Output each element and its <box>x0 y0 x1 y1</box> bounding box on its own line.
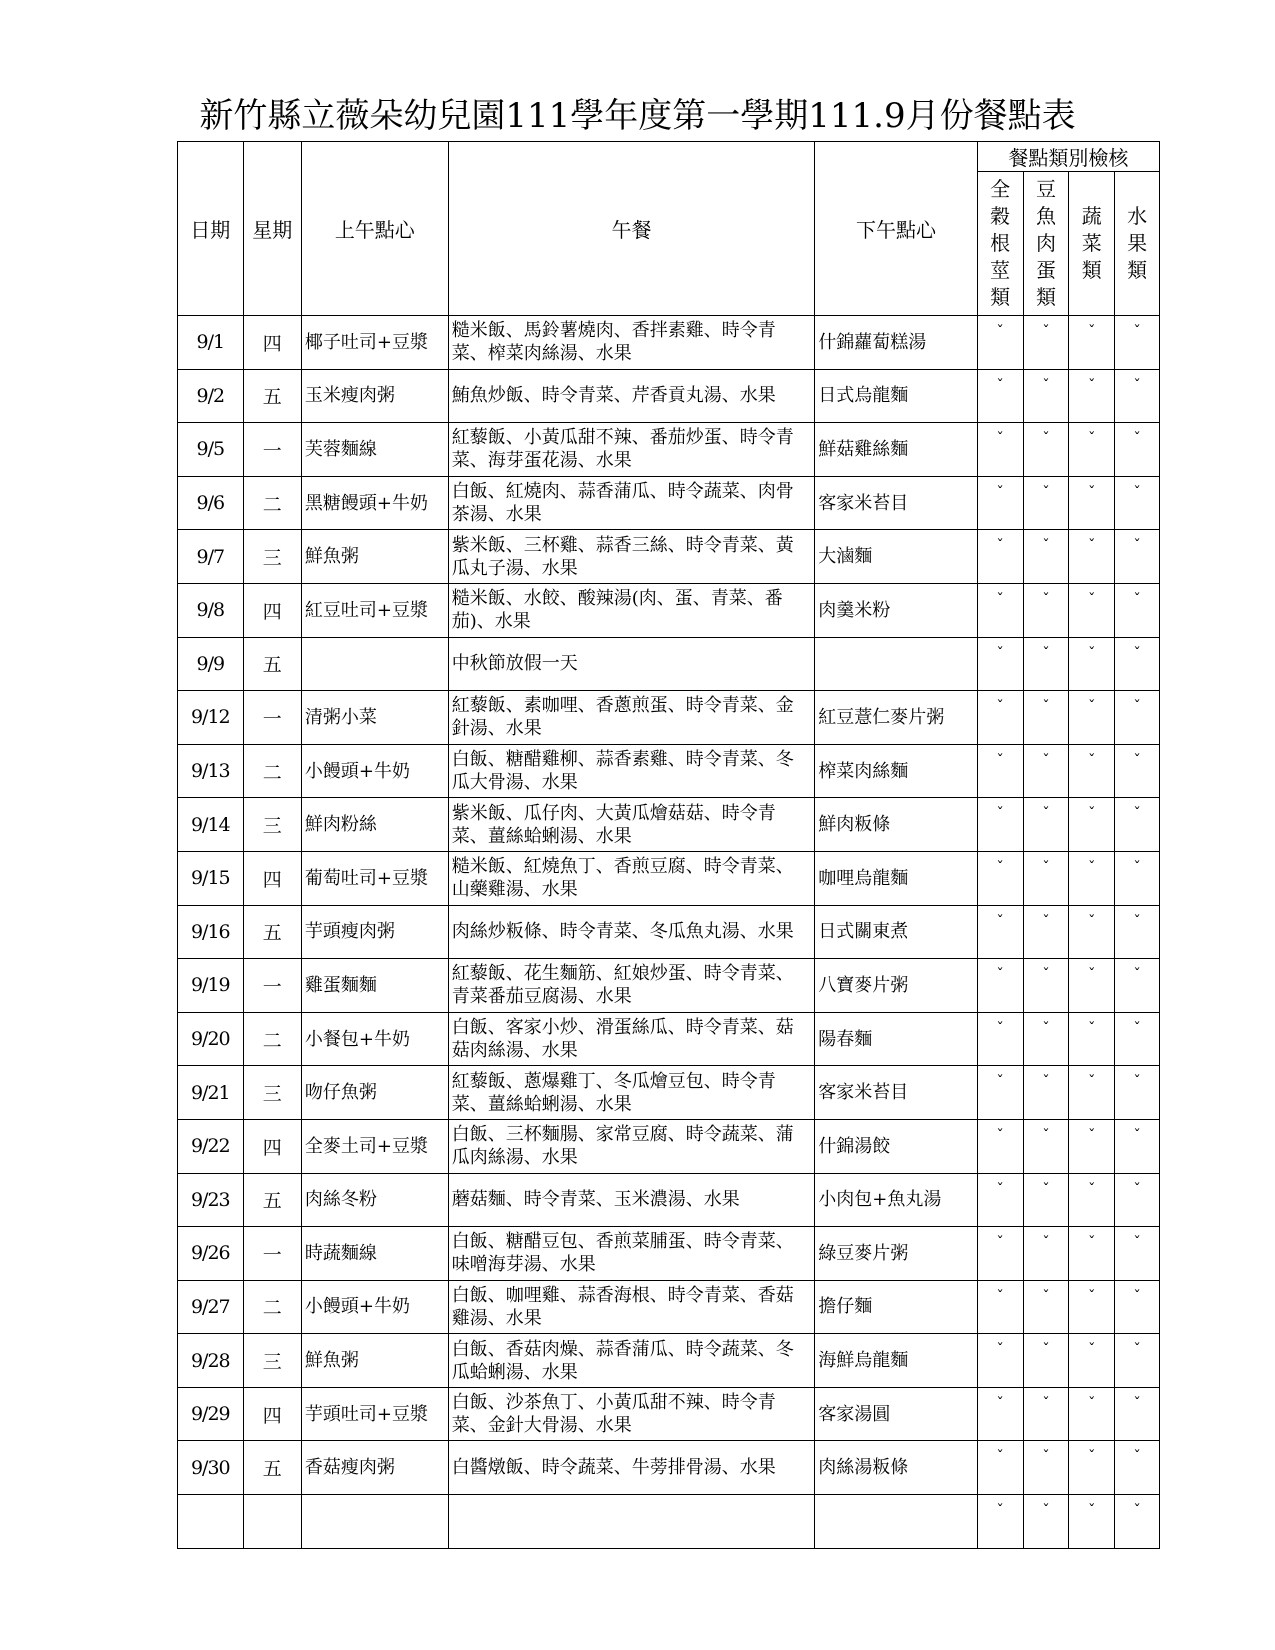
afternoon-snack-cell: 日式關東煮 <box>815 905 977 959</box>
afternoon-snack-cell: 日式烏龍麵 <box>815 369 977 423</box>
header-afternoon-snack: 下午點心 <box>815 142 977 316</box>
check-mark-vegetables: ˇ <box>1069 1012 1115 1066</box>
check-mark-fruit: ˇ <box>1115 316 1160 370</box>
weekday-cell: 四 <box>243 583 301 637</box>
table-row <box>178 1012 1160 1066</box>
lunch-cell: 糙米飯、水餃、酸辣湯(肉、蛋、青菜、番茄)、水果 <box>448 583 815 637</box>
lunch-cell: 白飯、沙茶魚丁、小黃瓜甜不辣、時令青菜、金針大骨湯、水果 <box>448 1387 815 1441</box>
lunch-cell <box>448 1495 815 1549</box>
check-mark-grains: ˇ <box>977 1066 1023 1120</box>
check-mark-fruit: ˇ <box>1115 744 1160 798</box>
meal-table-body <box>178 316 1160 1549</box>
check-mark-vegetables: ˇ <box>1069 316 1115 370</box>
check-mark-grains: ˇ <box>977 1280 1023 1334</box>
check-mark-vegetables: ˇ <box>1069 744 1115 798</box>
check-mark-vegetables: ˇ <box>1069 1280 1115 1334</box>
table-row <box>178 1066 1160 1120</box>
date-cell: 9/5 <box>178 423 244 477</box>
afternoon-snack-cell: 大滷麵 <box>815 530 977 584</box>
check-mark-grains: ˇ <box>977 530 1023 584</box>
date-cell: 9/15 <box>178 851 244 905</box>
afternoon-snack-cell: 鮮肉粄條 <box>815 798 977 852</box>
check-mark-protein: ˇ <box>1023 1441 1069 1495</box>
check-mark-protein: ˇ <box>1023 1066 1069 1120</box>
lunch-cell: 糙米飯、紅燒魚丁、香煎豆腐、時令青菜、山藥雞湯、水果 <box>448 851 815 905</box>
morning-snack-cell: 紅豆吐司+豆漿 <box>301 583 448 637</box>
afternoon-snack-cell: 客家米苔目 <box>815 1066 977 1120</box>
morning-snack-cell: 吻仔魚粥 <box>301 1066 448 1120</box>
header-lunch: 午餐 <box>448 142 815 316</box>
check-mark-protein: ˇ <box>1023 959 1069 1013</box>
afternoon-snack-cell: 擔仔麵 <box>815 1280 977 1334</box>
table-row <box>178 637 1160 691</box>
table-row <box>178 530 1160 584</box>
header-grains: 全 穀 根 莖 類 <box>977 172 1023 316</box>
check-mark-vegetables: ˇ <box>1069 476 1115 530</box>
check-mark-vegetables: ˇ <box>1069 851 1115 905</box>
afternoon-snack-cell: 咖哩烏龍麵 <box>815 851 977 905</box>
check-mark-protein: ˇ <box>1023 1173 1069 1227</box>
table-row <box>178 1334 1160 1388</box>
date-cell: 9/27 <box>178 1280 244 1334</box>
check-mark-fruit: ˇ <box>1115 1387 1160 1441</box>
check-mark-fruit: ˇ <box>1115 1495 1160 1549</box>
morning-snack-cell: 全麥土司+豆漿 <box>301 1119 448 1173</box>
check-mark-vegetables: ˇ <box>1069 959 1115 1013</box>
lunch-cell: 紫米飯、三杯雞、蒜香三絲、時令青菜、黃瓜丸子湯、水果 <box>448 530 815 584</box>
check-mark-grains: ˇ <box>977 1227 1023 1281</box>
lunch-cell: 白飯、咖哩雞、蒜香海根、時令青菜、香菇雞湯、水果 <box>448 1280 815 1334</box>
afternoon-snack-cell: 陽春麵 <box>815 1012 977 1066</box>
check-mark-grains: ˇ <box>977 798 1023 852</box>
check-mark-protein: ˇ <box>1023 476 1069 530</box>
check-mark-protein: ˇ <box>1023 691 1069 745</box>
morning-snack-cell <box>301 637 448 691</box>
check-mark-grains: ˇ <box>977 1387 1023 1441</box>
check-mark-grains: ˇ <box>977 1495 1023 1549</box>
check-mark-fruit: ˇ <box>1115 959 1160 1013</box>
check-mark-fruit: ˇ <box>1115 1280 1160 1334</box>
check-mark-vegetables: ˇ <box>1069 1334 1115 1388</box>
weekday-cell: 三 <box>243 1334 301 1388</box>
date-cell: 9/28 <box>178 1334 244 1388</box>
afternoon-snack-cell: 客家米苔目 <box>815 476 977 530</box>
check-mark-grains: ˇ <box>977 1334 1023 1388</box>
afternoon-snack-cell: 海鮮烏龍麵 <box>815 1334 977 1388</box>
check-mark-protein: ˇ <box>1023 369 1069 423</box>
date-cell: 9/8 <box>178 583 244 637</box>
lunch-cell: 白飯、香菇肉燥、蒜香蒲瓜、時令蔬菜、冬瓜蛤蜊湯、水果 <box>448 1334 815 1388</box>
weekday-cell: 二 <box>243 744 301 798</box>
date-cell: 9/21 <box>178 1066 244 1120</box>
table-row <box>178 1387 1160 1441</box>
check-mark-fruit: ˇ <box>1115 1119 1160 1173</box>
afternoon-snack-cell: 什錦蘿蔔糕湯 <box>815 316 977 370</box>
check-mark-vegetables: ˇ <box>1069 583 1115 637</box>
weekday-cell: 三 <box>243 798 301 852</box>
lunch-cell: 鮪魚炒飯、時令青菜、芹香貢丸湯、水果 <box>448 369 815 423</box>
date-cell: 9/12 <box>178 691 244 745</box>
morning-snack-cell: 小饅頭+牛奶 <box>301 1280 448 1334</box>
table-row <box>178 905 1160 959</box>
weekday-cell: 三 <box>243 1066 301 1120</box>
check-mark-grains: ˇ <box>977 959 1023 1013</box>
weekday-cell: 五 <box>243 1173 301 1227</box>
weekday-cell: 五 <box>243 905 301 959</box>
afternoon-snack-cell: 肉絲湯粄條 <box>815 1441 977 1495</box>
check-mark-protein: ˇ <box>1023 637 1069 691</box>
header-check-group: 餐點類別檢核 <box>977 142 1159 172</box>
morning-snack-cell: 玉米瘦肉粥 <box>301 369 448 423</box>
check-mark-vegetables: ˇ <box>1069 637 1115 691</box>
check-mark-fruit: ˇ <box>1115 1066 1160 1120</box>
weekday-cell: 一 <box>243 691 301 745</box>
check-mark-grains: ˇ <box>977 744 1023 798</box>
check-mark-fruit: ˇ <box>1115 1012 1160 1066</box>
weekday-cell: 一 <box>243 959 301 1013</box>
table-row <box>178 1280 1160 1334</box>
check-mark-grains: ˇ <box>977 1119 1023 1173</box>
weekday-cell: 三 <box>243 530 301 584</box>
check-mark-grains: ˇ <box>977 369 1023 423</box>
check-mark-vegetables: ˇ <box>1069 1119 1115 1173</box>
check-mark-grains: ˇ <box>977 1441 1023 1495</box>
header-date: 日期 <box>178 142 244 316</box>
afternoon-snack-cell: 綠豆麥片粥 <box>815 1227 977 1281</box>
weekday-cell: 一 <box>243 1227 301 1281</box>
check-mark-fruit: ˇ <box>1115 798 1160 852</box>
page-title: 新竹縣立薇朵幼兒園111學年度第一學期111.9月份餐點表 <box>199 96 1076 136</box>
table-row <box>178 369 1160 423</box>
lunch-cell: 紅藜飯、小黃瓜甜不辣、番茄炒蛋、時令青菜、海芽蛋花湯、水果 <box>448 423 815 477</box>
date-cell: 9/1 <box>178 316 244 370</box>
weekday-cell: 二 <box>243 1280 301 1334</box>
morning-snack-cell: 鮮魚粥 <box>301 1334 448 1388</box>
lunch-cell: 白醬燉飯、時令蔬菜、牛蒡排骨湯、水果 <box>448 1441 815 1495</box>
afternoon-snack-cell: 客家湯圓 <box>815 1387 977 1441</box>
lunch-cell: 紅藜飯、花生麵筋、紅娘炒蛋、時令青菜、青菜番茄豆腐湯、水果 <box>448 959 815 1013</box>
afternoon-snack-cell: 什錦湯餃 <box>815 1119 977 1173</box>
table-row <box>178 1119 1160 1173</box>
check-mark-vegetables: ˇ <box>1069 369 1115 423</box>
check-mark-grains: ˇ <box>977 905 1023 959</box>
table-row <box>178 959 1160 1013</box>
lunch-cell: 蘑菇麵、時令青菜、玉米濃湯、水果 <box>448 1173 815 1227</box>
morning-snack-cell: 黑糖饅頭+牛奶 <box>301 476 448 530</box>
lunch-cell: 紅藜飯、蔥爆雞丁、冬瓜燴豆包、時令青菜、薑絲蛤蜊湯、水果 <box>448 1066 815 1120</box>
check-mark-protein: ˇ <box>1023 1334 1069 1388</box>
afternoon-snack-cell <box>815 1495 977 1549</box>
date-cell: 9/26 <box>178 1227 244 1281</box>
morning-snack-cell: 芋頭瘦肉粥 <box>301 905 448 959</box>
table-row <box>178 1227 1160 1281</box>
morning-snack-cell: 小餐包+牛奶 <box>301 1012 448 1066</box>
check-mark-fruit: ˇ <box>1115 851 1160 905</box>
morning-snack-cell: 椰子吐司+豆漿 <box>301 316 448 370</box>
meal-table <box>177 141 1160 1549</box>
check-mark-grains: ˇ <box>977 691 1023 745</box>
check-mark-vegetables: ˇ <box>1069 1173 1115 1227</box>
morning-snack-cell: 香菇瘦肉粥 <box>301 1441 448 1495</box>
afternoon-snack-cell: 榨菜肉絲麵 <box>815 744 977 798</box>
check-mark-protein: ˇ <box>1023 851 1069 905</box>
weekday-cell <box>243 1495 301 1549</box>
check-mark-protein: ˇ <box>1023 1387 1069 1441</box>
header-morning-snack: 上午點心 <box>301 142 448 316</box>
check-mark-vegetables: ˇ <box>1069 798 1115 852</box>
check-mark-protein: ˇ <box>1023 1012 1069 1066</box>
table-row <box>178 851 1160 905</box>
weekday-cell: 四 <box>243 316 301 370</box>
date-cell: 9/30 <box>178 1441 244 1495</box>
lunch-cell: 紅藜飯、素咖哩、香蔥煎蛋、時令青菜、金針湯、水果 <box>448 691 815 745</box>
header-protein: 豆 魚 肉 蛋 類 <box>1023 172 1069 316</box>
morning-snack-cell: 芋頭吐司+豆漿 <box>301 1387 448 1441</box>
table-row <box>178 798 1160 852</box>
table-row <box>178 1495 1160 1549</box>
check-mark-vegetables: ˇ <box>1069 691 1115 745</box>
date-cell: 9/23 <box>178 1173 244 1227</box>
lunch-cell: 白飯、三杯麵腸、家常豆腐、時令蔬菜、蒲瓜肉絲湯、水果 <box>448 1119 815 1173</box>
afternoon-snack-cell: 八寶麥片粥 <box>815 959 977 1013</box>
morning-snack-cell: 鮮魚粥 <box>301 530 448 584</box>
lunch-cell: 白飯、糖醋豆包、香煎菜脯蛋、時令青菜、味噌海芽湯、水果 <box>448 1227 815 1281</box>
date-cell: 9/22 <box>178 1119 244 1173</box>
check-mark-vegetables: ˇ <box>1069 530 1115 584</box>
morning-snack-cell: 雞蛋麵麵 <box>301 959 448 1013</box>
check-mark-vegetables: ˇ <box>1069 1441 1115 1495</box>
check-mark-vegetables: ˇ <box>1069 1387 1115 1441</box>
check-mark-protein: ˇ <box>1023 744 1069 798</box>
date-cell: 9/20 <box>178 1012 244 1066</box>
check-mark-protein: ˇ <box>1023 1495 1069 1549</box>
morning-snack-cell: 芙蓉麵線 <box>301 423 448 477</box>
date-cell: 9/2 <box>178 369 244 423</box>
check-mark-grains: ˇ <box>977 316 1023 370</box>
check-mark-grains: ˇ <box>977 423 1023 477</box>
check-mark-vegetables: ˇ <box>1069 1227 1115 1281</box>
table-row <box>178 583 1160 637</box>
afternoon-snack-cell: 紅豆薏仁麥片粥 <box>815 691 977 745</box>
date-cell: 9/6 <box>178 476 244 530</box>
check-mark-fruit: ˇ <box>1115 1227 1160 1281</box>
check-mark-vegetables: ˇ <box>1069 1066 1115 1120</box>
date-cell: 9/7 <box>178 530 244 584</box>
check-mark-grains: ˇ <box>977 1173 1023 1227</box>
check-mark-protein: ˇ <box>1023 423 1069 477</box>
check-mark-grains: ˇ <box>977 851 1023 905</box>
check-mark-vegetables: ˇ <box>1069 905 1115 959</box>
table-row <box>178 1441 1160 1495</box>
check-mark-fruit: ˇ <box>1115 423 1160 477</box>
check-mark-fruit: ˇ <box>1115 905 1160 959</box>
header-vegetables: 蔬 菜 類 <box>1069 172 1115 316</box>
check-mark-fruit: ˇ <box>1115 583 1160 637</box>
weekday-cell: 四 <box>243 1119 301 1173</box>
weekday-cell: 二 <box>243 1012 301 1066</box>
afternoon-snack-cell <box>815 637 977 691</box>
afternoon-snack-cell: 肉羹米粉 <box>815 583 977 637</box>
check-mark-protein: ˇ <box>1023 583 1069 637</box>
check-mark-fruit: ˇ <box>1115 691 1160 745</box>
weekday-cell: 二 <box>243 476 301 530</box>
check-mark-protein: ˇ <box>1023 1227 1069 1281</box>
date-cell <box>178 1495 244 1549</box>
check-mark-vegetables: ˇ <box>1069 1495 1115 1549</box>
check-mark-grains: ˇ <box>977 1012 1023 1066</box>
check-mark-fruit: ˇ <box>1115 369 1160 423</box>
weekday-cell: 五 <box>243 1441 301 1495</box>
table-row <box>178 1173 1160 1227</box>
check-mark-vegetables: ˇ <box>1069 423 1115 477</box>
morning-snack-cell: 葡萄吐司+豆漿 <box>301 851 448 905</box>
morning-snack-cell: 肉絲冬粉 <box>301 1173 448 1227</box>
date-cell: 9/14 <box>178 798 244 852</box>
date-cell: 9/19 <box>178 959 244 1013</box>
check-mark-protein: ˇ <box>1023 530 1069 584</box>
weekday-cell: 四 <box>243 1387 301 1441</box>
check-mark-fruit: ˇ <box>1115 476 1160 530</box>
date-cell: 9/29 <box>178 1387 244 1441</box>
lunch-cell: 白飯、糖醋雞柳、蒜香素雞、時令青菜、冬瓜大骨湯、水果 <box>448 744 815 798</box>
check-mark-grains: ˇ <box>977 637 1023 691</box>
afternoon-snack-cell: 小肉包+魚丸湯 <box>815 1173 977 1227</box>
morning-snack-cell <box>301 1495 448 1549</box>
date-cell: 9/16 <box>178 905 244 959</box>
table-row <box>178 316 1160 370</box>
morning-snack-cell: 鮮肉粉絲 <box>301 798 448 852</box>
header-fruit: 水 果 類 <box>1115 172 1160 316</box>
check-mark-protein: ˇ <box>1023 1119 1069 1173</box>
weekday-cell: 五 <box>243 369 301 423</box>
check-mark-grains: ˇ <box>977 476 1023 530</box>
morning-snack-cell: 清粥小菜 <box>301 691 448 745</box>
lunch-cell: 紫米飯、瓜仔肉、大黃瓜燴菇菇、時令青菜、薑絲蛤蜊湯、水果 <box>448 798 815 852</box>
morning-snack-cell: 時蔬麵線 <box>301 1227 448 1281</box>
check-mark-fruit: ˇ <box>1115 1441 1160 1495</box>
date-cell: 9/9 <box>178 637 244 691</box>
check-mark-grains: ˇ <box>977 583 1023 637</box>
table-row <box>178 423 1160 477</box>
header-weekday: 星期 <box>243 142 301 316</box>
table-row <box>178 476 1160 530</box>
lunch-cell: 白飯、紅燒肉、蒜香蒲瓜、時令蔬菜、肉骨茶湯、水果 <box>448 476 815 530</box>
lunch-cell: 中秋節放假一天 <box>448 637 815 691</box>
check-mark-fruit: ˇ <box>1115 530 1160 584</box>
afternoon-snack-cell: 鮮菇雞絲麵 <box>815 423 977 477</box>
lunch-cell: 糙米飯、馬鈴薯燒肉、香拌素雞、時令青菜、榨菜肉絲湯、水果 <box>448 316 815 370</box>
check-mark-fruit: ˇ <box>1115 1173 1160 1227</box>
weekday-cell: 五 <box>243 637 301 691</box>
morning-snack-cell: 小饅頭+牛奶 <box>301 744 448 798</box>
weekday-cell: 一 <box>243 423 301 477</box>
weekday-cell: 四 <box>243 851 301 905</box>
check-mark-fruit: ˇ <box>1115 637 1160 691</box>
table-row <box>178 691 1160 745</box>
check-mark-protein: ˇ <box>1023 798 1069 852</box>
check-mark-fruit: ˇ <box>1115 1334 1160 1388</box>
check-mark-protein: ˇ <box>1023 905 1069 959</box>
table-row <box>178 744 1160 798</box>
date-cell: 9/13 <box>178 744 244 798</box>
check-mark-protein: ˇ <box>1023 316 1069 370</box>
lunch-cell: 白飯、客家小炒、滑蛋絲瓜、時令青菜、菇菇肉絲湯、水果 <box>448 1012 815 1066</box>
check-mark-protein: ˇ <box>1023 1280 1069 1334</box>
lunch-cell: 肉絲炒粄條、時令青菜、冬瓜魚丸湯、水果 <box>448 905 815 959</box>
